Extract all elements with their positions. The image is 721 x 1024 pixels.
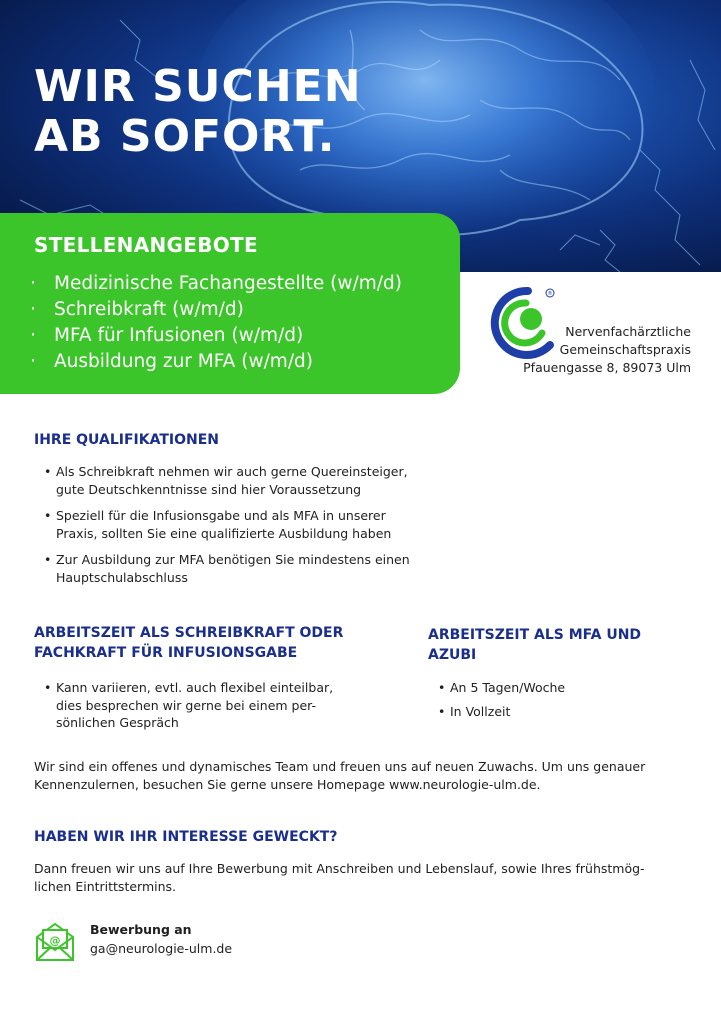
interest-paragraph: Dann freuen wir uns auf Ihre Bewerbung mit Anschreiben und Lebenslauf, sowie Ihres frühstmög- lichen Eintrittstermins.: [34, 861, 645, 894]
job-offers-panel: [0, 213, 460, 394]
practice-name-line-2: Gemeinschaftspraxis: [559, 342, 691, 357]
headline: [34, 62, 362, 162]
worktime-mfa-item: • An 5 Tagen/Woche: [438, 679, 565, 697]
job-offers-list: [30, 271, 402, 375]
practice-address: [523, 323, 691, 377]
worktime-writer-list: [44, 679, 333, 732]
qualifications-list: [44, 463, 410, 586]
job-offer-item: · Ausbildung zur MFA (w/m/d): [30, 351, 314, 372]
qualification-item: • Als Schreibkraft nehmen wir auch gerne Quereinsteiger, gute Deutschkenntnisse sind hier Voraussetzung: [44, 463, 410, 498]
headline-line-1: WIR SUCHEN: [34, 61, 362, 112]
headline-line-2: AB SOFORT.: [34, 111, 336, 162]
at-sign-glyph: @: [49, 934, 61, 947]
worktime-mfa-title: ARBEITSZEIT ALS MFA UND AZUBI: [428, 627, 642, 663]
mail-icon: [34, 921, 76, 963]
qualification-item: • Zur Ausbildung zur MFA benötigen Sie mindestens einen Hauptschulabschluss: [44, 551, 410, 586]
qualification-item: • Speziell für die Infusionsgabe und als MFA in unserer Praxis, sollten Sie eine qualifizierte Ausbildung haben: [44, 507, 410, 542]
job-offer-item: · Medizinische Fachangestellte (w/m/d): [30, 273, 402, 294]
worktime-mfa-item: • In Vollzeit: [438, 703, 565, 721]
practice-name-line-1: Nervenfachärztliche: [565, 324, 691, 339]
interest-title: HABEN WIR IHR INTERESSE GEWECKT?: [34, 829, 338, 845]
practice-street: Pfauengasse 8, 89073 Ulm: [523, 360, 691, 375]
worktime-writer-title: ARBEITSZEIT ALS SCHREIBKRAFT ODER FACHKRAFT FÜR INFUSIONSGABE: [34, 625, 344, 661]
job-offer-item: · Schreibkraft (w/m/d): [30, 299, 244, 320]
job-offers-title: STELLENANGEBOTE: [34, 233, 258, 257]
worktime-writer-item: • Kann variieren, evtl. auch flexibel einteilbar, dies besprechen wir gerne bei einem per- sönlichen Gespräch: [44, 679, 333, 732]
worktime-mfa-list: [438, 679, 565, 720]
team-paragraph: Wir sind ein offenes und dynamisches Team und freuen uns auf neuen Zuwachs. Um uns genauer Kennenzulernen, besuchen Sie gerne unsere Homepage www.neurologie-ulm.de.: [34, 759, 646, 792]
job-offer-item: · MFA für Infusionen (w/m/d): [30, 325, 304, 346]
application-label: Bewerbung an: [90, 922, 192, 937]
qualifications-title: IHRE QUALIFIKATIONEN: [34, 432, 219, 448]
registered-mark: ®: [547, 291, 553, 297]
application-email-link[interactable]: ga@neurologie-ulm.de: [90, 941, 233, 956]
